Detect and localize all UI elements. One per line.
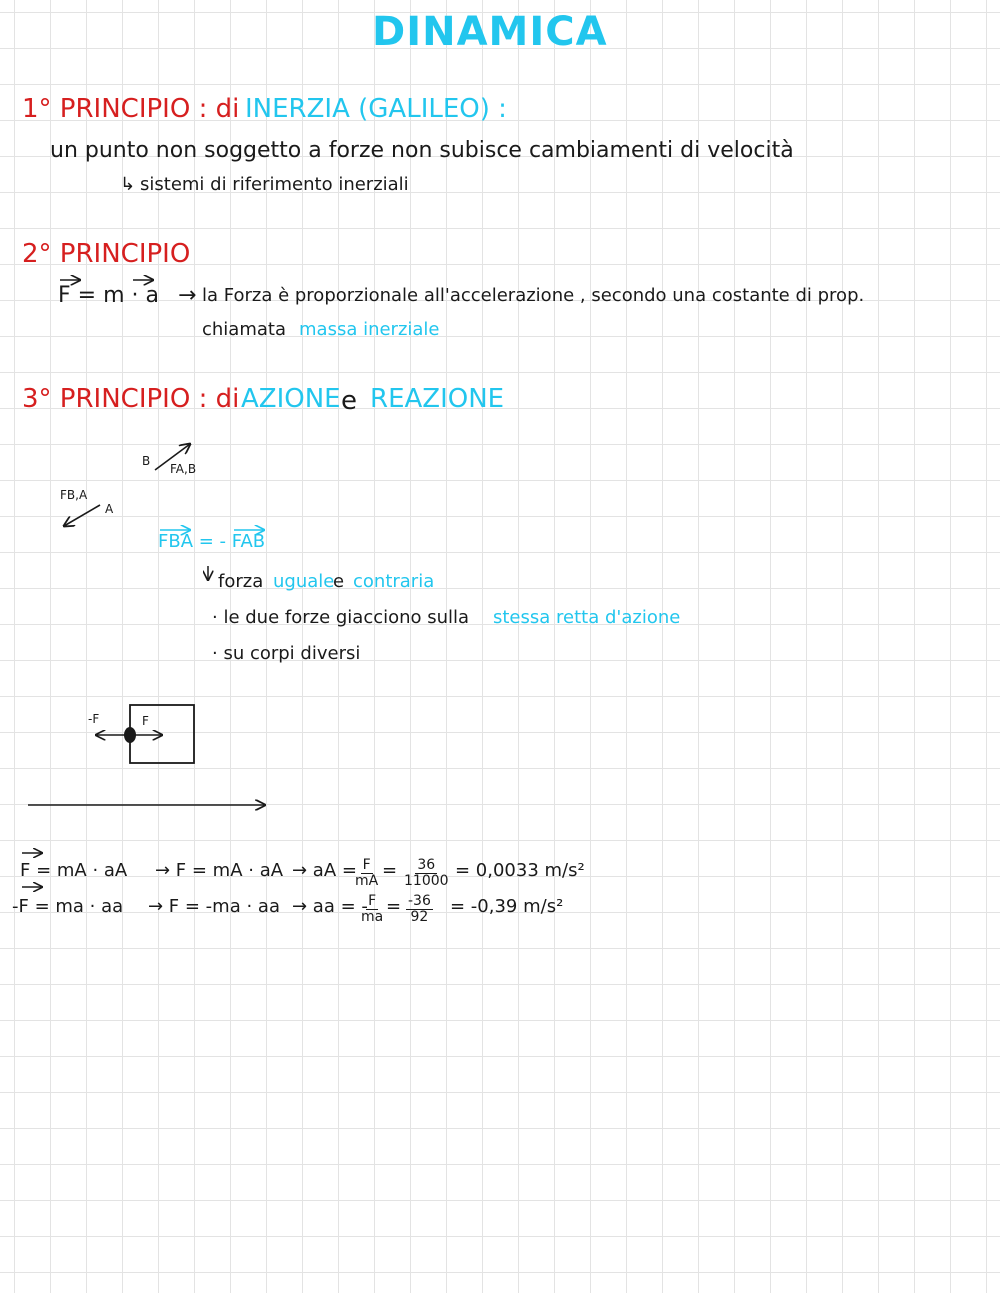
principle2-formula: F = m · a	[58, 283, 159, 308]
point2-line: stessa retta d'azione	[493, 607, 681, 628]
principle2-text: la Forza è proporzionale all'accelerazione , secondo una costante di prop.	[202, 285, 865, 306]
eq2-frac-num: F	[368, 893, 377, 909]
principle1-name: INERZIA (GALILEO) :	[245, 94, 507, 124]
eq1-frac-num: F	[362, 857, 371, 873]
diagram-label-fba: FB,A	[60, 488, 88, 502]
eq2-lhs: -F = ma · aa	[12, 896, 124, 917]
eq1-mid: → F = mA · aA	[155, 860, 284, 881]
eq2-frac-val	[406, 894, 433, 924]
eq1-den: 11000	[404, 872, 449, 889]
eq1-lhs: F = mA · aA	[20, 860, 128, 881]
eq2-frac-f	[361, 894, 383, 924]
arrow-fba	[64, 505, 100, 526]
point2-pre: · le due forze giacciono sulla	[212, 607, 470, 628]
principle2-heading: 2° PRINCIPIO	[22, 239, 191, 269]
eq1-arrow: → aA =	[292, 860, 357, 881]
box-body	[130, 705, 194, 763]
principle1-heading: 1° PRINCIPIO : di	[22, 94, 240, 124]
principle2-mass: massa inerziale	[299, 319, 440, 340]
diagram-label-fab: FA,B	[170, 462, 197, 476]
eq1-frac-f	[355, 858, 378, 888]
eq1-frac-val	[404, 858, 449, 888]
force-word: forza	[218, 571, 264, 592]
eq2-arrow: → aa = -	[292, 896, 368, 917]
diagram-label-b: B	[142, 454, 151, 468]
force-equal: uguale	[273, 571, 335, 592]
eq2-num: -36	[408, 893, 431, 909]
point3: · su corpi diversi	[212, 643, 361, 664]
principle3-reaction: REAZIONE	[370, 384, 505, 414]
force-and: e	[333, 571, 345, 592]
principle3-equation: FBA = - FAB	[158, 531, 266, 552]
eq2-mid: → F = -ma · aa	[148, 896, 280, 917]
eq2-frac-den: ma	[361, 908, 384, 925]
diagram-label-a: A	[105, 502, 114, 516]
page-title: DINAMICA	[372, 9, 608, 55]
principle3-heading: 3° PRINCIPIO : di	[22, 384, 240, 414]
principle1-text: un punto non soggetto a forze non subisce cambiamenti di velocità	[50, 138, 794, 163]
diagram-minus-f: -F	[88, 712, 100, 726]
principle1-sub: sistemi di riferimento inerziali	[140, 174, 409, 195]
principle2-called: chiamata	[202, 319, 286, 340]
eq1-eq: =	[382, 860, 398, 881]
principle3-action: AZIONE	[241, 384, 341, 414]
principle1-sub-arrow: ↳	[120, 174, 136, 195]
eq1-result: = 0,0033 m/s²	[455, 860, 585, 881]
principle3-and: e	[341, 386, 357, 416]
eq1-frac-den: mA	[355, 872, 379, 889]
eq2-result: = -0,39 m/s²	[450, 896, 564, 917]
force-opposite: contraria	[353, 571, 435, 592]
eq2-eq: =	[386, 896, 402, 917]
principle2-arrow: →	[178, 283, 197, 308]
eq1-num: 36	[417, 857, 436, 873]
diagram-f: F	[142, 714, 149, 728]
arrow-fab	[155, 444, 190, 470]
eq2-den: 92	[410, 908, 429, 925]
